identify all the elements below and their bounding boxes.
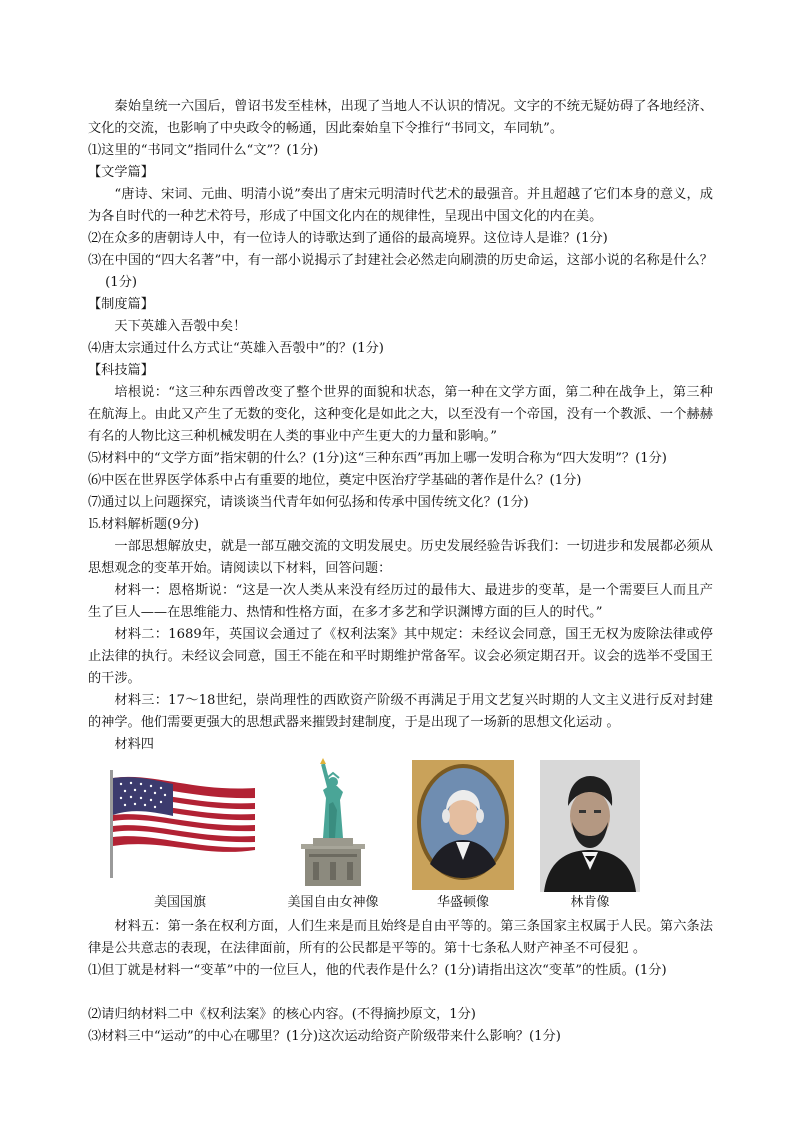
tech-paragraph: 培根说：“这三种东西曾改变了整个世界的面貌和状态，第一种在文学方面，第二种在战争上，第三种在航海上。由此又产生了无数的变化，这种变化是如此之大，以至没有一个帝国，没有一个教派、一个赫赫有名的人物比这三种机械发明在人类的事业中产生更大的力量和影响。”: [88, 385, 713, 444]
sub-question-1: ⑴但丁就是材料一“变革”中的一位巨人，他的代表作是什么？(1分)请指出这次“变革”的性质。(1分): [88, 963, 667, 978]
question-15-title: ⒖材料解析题(9分): [88, 517, 199, 532]
material-4-label: 材料四: [114, 737, 154, 752]
section-tech: 【科技篇】: [88, 363, 154, 378]
sub-question-3: ⑶材料三中“运动”的中心在哪里？(1分)这次运动给资产阶级带来什么影响？(1分): [88, 1029, 561, 1044]
statue-of-liberty-image: [293, 758, 373, 886]
caption-statue-of-liberty: 美国自由女神像: [287, 895, 379, 910]
question-7: ⑺通过以上问题探究，请谈谈当代青年如何弘扬和传承中国传统文化？(1分): [88, 495, 529, 510]
caption-us-flag: 美国国旗: [153, 895, 206, 910]
question-1: ⑴这里的“书同文”指同什么“文”？(1分): [88, 143, 319, 158]
literature-paragraph: “唐诗、宋词、元曲、明清小说”奏出了唐宋元明清时代艺术的最强音。并且超越了它们本身的意义，成为各自时代的一种艺术符号，形成了中国文化内在的规律性，呈现出中国文化的内在美。: [88, 187, 713, 224]
answer-space: [88, 982, 713, 1004]
sub-question-2: ⑵请归纳材料二中《权利法案》的核心内容。(不得摘抄原文，1分): [88, 1007, 476, 1022]
question-2: ⑵在众多的唐朝诗人中，有一位诗人的诗歌达到了通俗的最高境界。这位诗人是谁？(1分): [88, 231, 608, 246]
material-3: 材料三：17～18世纪，崇尚理性的西欧资产阶级不再满足于用文艺复兴时期的人文主义进行反对封建的神学。他们需要更强大的思想武器来摧毁封建制度，于是出现了一场新的思想文化运动 。: [88, 693, 713, 730]
question-15-intro: 一部思想解放史，就是一部互融交流的文明发展史。历史发展经验告诉我们：一切进步和发展都必须从思想观念的变革开始。请阅读以下材料，回答问题：: [88, 539, 713, 576]
question-4: ⑷唐太宗通过什么方式让“英雄入吾彀中”的？(1分): [88, 341, 384, 356]
question-6: ⑹中医在世界医学体系中占有重要的地位，奠定中医治疗学基础的著作是什么？(1分): [88, 473, 582, 488]
caption-lincoln: 林肯像: [570, 895, 610, 910]
intro-paragraph: 秦始皇统一六国后，曾诏书发至桂林，出现了当地人不认识的情况。文字的不统无疑妨碍了各地经济、文化的交流，也影响了中央政令的畅通，因此秦始皇下令推行“书同文，车同轨”。: [88, 99, 713, 136]
material-5: 材料五：第一条在权利方面，人们生来是而且始终是自由平等的。第三条国家主权属于人民。第六条法律是公共意志的表现，在法律面前，所有的公民都是平等的。第十七条私人财产神圣不可侵犯 。: [88, 919, 713, 956]
question-3: ⑶在中国的“四大名著”中，有一部小说揭示了封建社会必然走向刷溃的历史命运，这部小说的名称是什么？(1分): [88, 253, 713, 290]
lincoln-portrait-image: [540, 760, 640, 892]
material-4-figures: [88, 758, 713, 916]
section-system: 【制度篇】: [88, 297, 154, 312]
system-paragraph: 天下英雄入吾彀中矣！: [114, 319, 247, 334]
material-2: 材料二：1689年，英国议会通过了《权利法案》其中规定：未经议会同意，国王无权为废除法律或停止法律的执行。未经议会同意，国王不能在和平时期维护常备军。议会必须定期召开。议会的选举不受国王的干涉。: [88, 627, 713, 686]
caption-washington: 华盛顿像: [436, 895, 489, 910]
exam-page: [88, 96, 713, 1048]
section-literature: 【文学篇】: [88, 165, 154, 180]
material-1: 材料一：恩格斯说：“这是一次人类从来没有经历过的最伟大、最进步的变革，是一个需要巨人而且产生了巨人——在思维能力、热情和性格方面，在多才多艺和学识渊博方面的巨人的时代。”: [88, 583, 713, 620]
us-flag-image: [108, 770, 258, 878]
washington-portrait-image: [412, 760, 514, 890]
question-5: ⑸材料中的“文学方面”指宋朝的什么？(1分)这“三种东西”再加上哪一发明合称为“四大发明”？(1分): [88, 451, 667, 466]
